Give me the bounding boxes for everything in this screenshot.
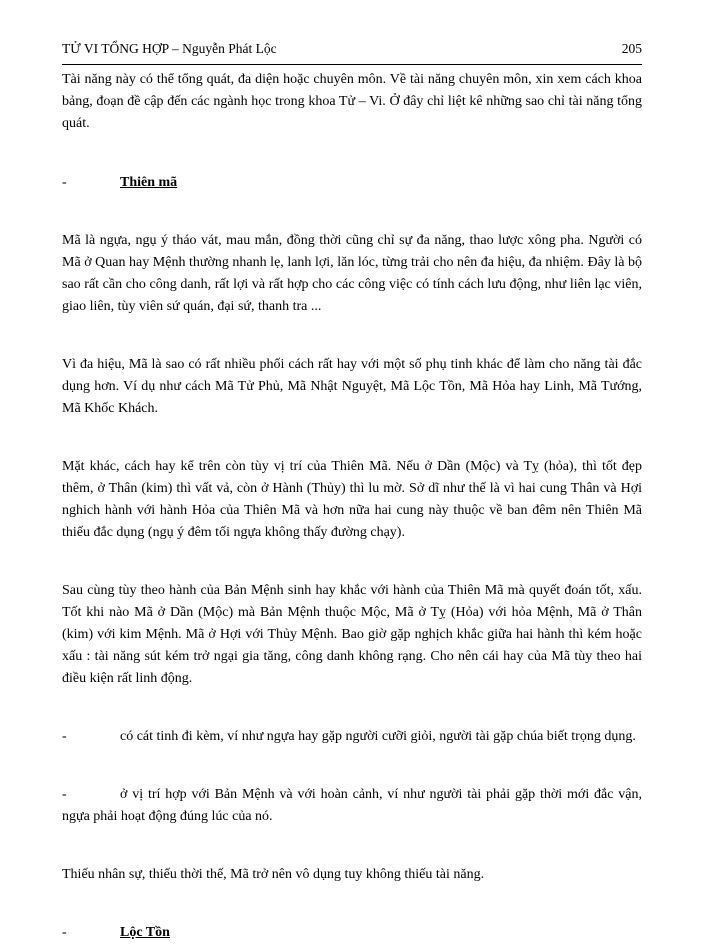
paragraph-1: Mã là ngựa, ngụ ý tháo vát, mau mắn, đồng thời cũng chỉ sự đa năng, thao lược xông pha. Người có Mã ở Quan hay Mệnh thường nhanh lẹ, lanh lợi, lăn lóc, từng trải cho nên đa hiệu, đa nhiệm. Đây là bộ sao rất cần cho công danh, rất lợi và rất hợp cho các công việc có tính cách lưu động, như liên lạc viên, giao liên, tùy viên sứ quán, đại sứ, thanh tra ... xyxy=(62,233,642,314)
page-header xyxy=(62,40,642,65)
bullet-text: có cát tinh đi kèm, ví như ngựa hay gặp người cưỡi giỏi, người tài gặp chúa biết trọng dụng. xyxy=(120,729,636,744)
section-heading-thien-ma xyxy=(62,172,642,194)
heading-dash: - xyxy=(62,175,67,190)
paragraph-2: Vì đa hiệu, Mã là sao có rất nhiều phối cách rất hay với một số phụ tinh khác để làm cho năng tài đắc dụng hơn. Ví dụ như cách Mã Tử Phủ, Mã Nhật Nguyệt, Mã Lộc Tồn, Mã Hỏa hay Linh, Mã Tướng, Mã Khốc Khách. xyxy=(62,357,642,416)
bullet-dash: - xyxy=(62,729,67,744)
heading-dash: - xyxy=(62,925,67,940)
heading-loc-ton: Lộc Tồn xyxy=(120,925,170,940)
intro-paragraph: Tài năng này có thể tổng quát, đa diện hoặc chuyên môn. Về tài năng chuyên môn, xin xem cách khoa bảng, đoạn đề cập đến các ngành học trong khoa Tử – Vi. Ở đây chỉ liệt kê những sao chỉ tài năng tổng quát. xyxy=(62,72,642,131)
heading-thien-ma: Thiên mã xyxy=(120,175,178,190)
bullet-item-2 xyxy=(62,784,642,828)
page-number: 205 xyxy=(621,41,642,56)
paragraph-4: Sau cùng tùy theo hành của Bản Mệnh sinh hay khắc với hành của Thiên Mã mà quyết đoán tốt, xấu. Tốt khi nào Mã ở Dần (Mộc) mà Bản Mệnh thuộc Mộc, Mã ở Tỵ (Hỏa) với hỏa Mệnh, Mã ở Thân (kim) với kim Mệnh. Mã ở Hợi với Thủy Mệnh. Bao giờ gặp nghịch khắc giữa hai hành thì kém hoặc xấu : tài năng sút kém trở ngại gia tăng, công danh không rạng. Cho nên cái hay của Mã tùy theo hai điều kiện rất linh động. xyxy=(62,583,642,686)
section-heading-loc-ton xyxy=(62,922,642,944)
bullet-item-1 xyxy=(62,726,642,748)
bullet-dash: - xyxy=(62,787,67,802)
bullet-text: ở vị trí hợp với Bản Mệnh và với hoàn cảnh, ví như người tài phải gặp thời mới đắc vận, ngựa phải hoạt động đúng lúc của nó. xyxy=(62,787,642,824)
closing-paragraph: Thiếu nhân sự, thiếu thời thế, Mã trở nên vô dụng tuy không thiếu tài năng. xyxy=(62,867,485,882)
paragraph-3: Mặt khác, cách hay kể trên còn tùy vị trí của Thiên Mã. Nếu ở Dần (Mộc) và Tỵ (hỏa), thì tốt đẹp thêm, ở Thân (kim) thì vất vả, còn ở Hành (Thủy) thì lu mờ. Sở dĩ như thế là vì hai cung Thân và Hợi nghich hành với hành Hỏa của Thiên Mã và hơn nữa hai cung này thuộc về ban đêm nên Thiên Mã thiếu đắc dụng (ngụ ý đêm tối ngựa không thấy đường chạy). xyxy=(62,459,642,540)
header-title: TỬ VI TỔNG HỢP – Nguyễn Phát Lộc xyxy=(62,41,277,56)
document-page xyxy=(62,40,642,944)
